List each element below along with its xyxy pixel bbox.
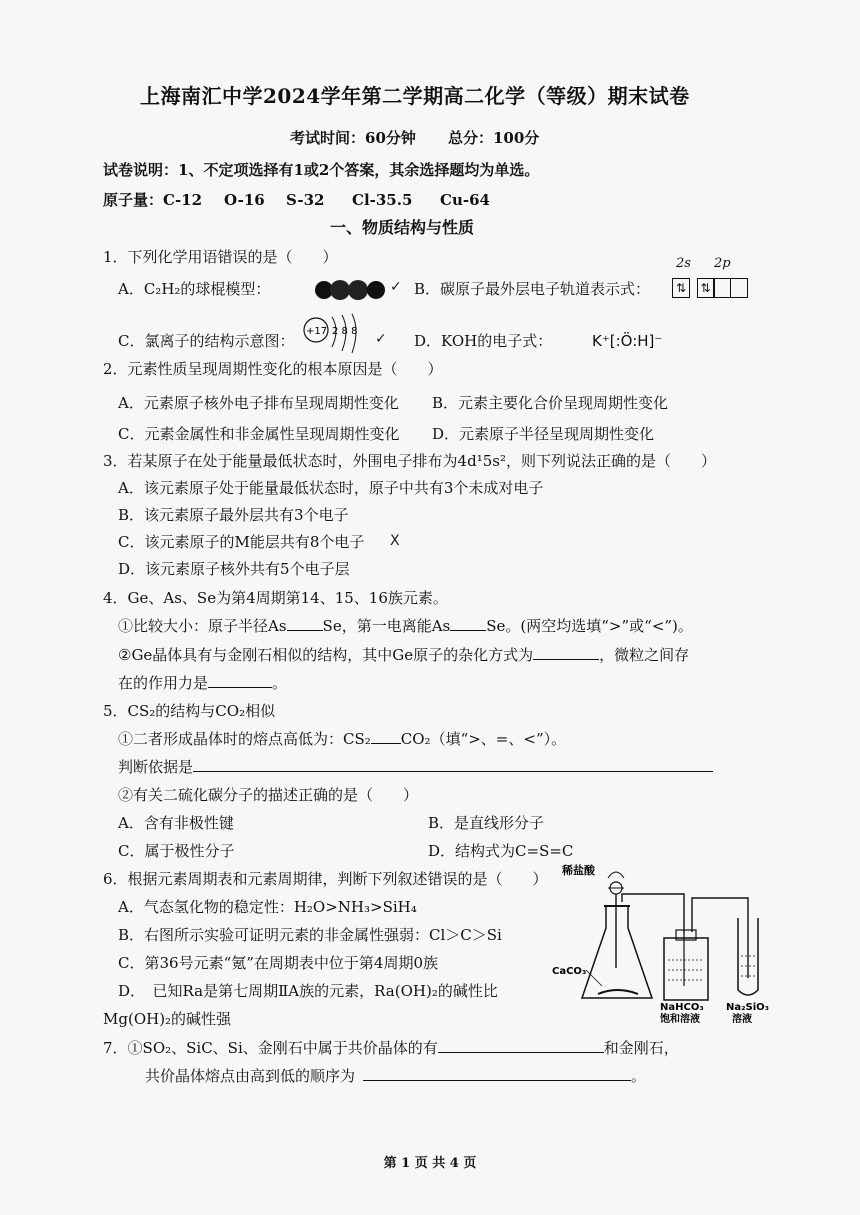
q4-part1-text-a: ①比较大小：原子半径As xyxy=(118,617,287,635)
q6-option-c: C．第36号元素“氪”在周期表中位于第4周期0族 xyxy=(118,954,438,972)
q2-option-b: B．元素主要化合价呈现周期性变化 xyxy=(432,394,669,412)
orbital-label-2s: 2s xyxy=(676,256,691,271)
q2-option-a: A．元素原子核外电子排布呈现周期性变化 xyxy=(118,394,399,412)
ionization-answer-blank[interactable] xyxy=(450,616,486,631)
orbital-label-2p: 2p xyxy=(714,256,731,271)
q6-stem: 6．根据元素周期表和元素周期律，判断下列叙述错误的是（ ） xyxy=(103,870,548,888)
orbital-diagram xyxy=(672,278,746,298)
q4-part3 xyxy=(118,673,287,693)
q4-part1 xyxy=(118,616,693,636)
calcium-carbonate-label: CaCO₃ xyxy=(552,966,587,977)
q3-option-d: D．该元素原子核外共有5个电子层 xyxy=(118,560,350,578)
q2-option-c: C．元素金属性和非金属性呈现周期性变化 xyxy=(118,425,400,443)
q5-part2-text: 判断依据是 xyxy=(118,758,194,776)
q2-stem: 2．元素性质呈现周期性变化的根本原因是（ ） xyxy=(103,360,443,378)
q4-part2 xyxy=(118,645,689,665)
koh-electron-formula: K⁺[:Ö:H]⁻ xyxy=(592,332,663,350)
q4-part3-text-b: 。 xyxy=(272,674,288,692)
instructions: 试卷说明：1、不定项选择有1或2个答案，其余选择题均为单选。 xyxy=(103,161,540,179)
force-answer-blank[interactable] xyxy=(208,673,272,688)
q1-option-b: B．碳原子最外层电子轨道表示式： xyxy=(414,280,651,298)
check-mark-a: ✓ xyxy=(390,279,402,295)
q5-part2 xyxy=(118,757,713,777)
q7-part1-text-b: 和金刚石， xyxy=(603,1039,679,1057)
q6-option-a: A．气态氢化物的稳定性：H₂O>NH₃>SiH₄ xyxy=(118,898,417,916)
melting-point-answer-blank[interactable] xyxy=(371,729,401,744)
bottle2-label-line2: 饱和溶液 xyxy=(660,1014,700,1025)
q4-stem: 4．Ge、As、Se为第4周期第14、15、16族元素。 xyxy=(103,589,448,607)
chloride-shell-labels: 2 8 8 xyxy=(332,326,358,337)
q4-part3-text-a: 在的作用力是 xyxy=(118,674,209,692)
q5-part1-text-a: ①二者形成晶体时的熔点高低为：CS₂ xyxy=(118,730,371,748)
q5-part1 xyxy=(118,729,566,749)
q4-part2-text-b: ，微粒之间存 xyxy=(599,646,690,664)
q4-part2-text-a: ②Ge晶体具有与金刚石相似的结构，其中Ge原子的杂化方式为 xyxy=(118,646,534,664)
q5-option-b: B．是直线形分子 xyxy=(428,814,545,832)
q2-option-d: D．元素原子半径呈现周期性变化 xyxy=(432,425,655,443)
cross-mark: X xyxy=(390,533,400,549)
q5-option-c: C．属于极性分子 xyxy=(118,842,235,860)
q1-stem: 1．下列化学用语错误的是（ ） xyxy=(103,248,338,266)
bottle2-label-line1: NaHCO₃ xyxy=(660,1002,704,1013)
q4-part1-text-c: Se。(两空均选填“>”或“<”)。 xyxy=(486,617,693,635)
orbital-box-2p-3 xyxy=(730,278,748,298)
orbital-box-2p-1: ⇅ xyxy=(697,278,715,298)
hybridization-answer-blank[interactable] xyxy=(533,645,599,660)
q3-option-a: A．该元素原子处于能量最低状态时，原子中共有3个未成对电子 xyxy=(118,479,544,497)
radius-answer-blank[interactable] xyxy=(287,616,323,631)
q1-option-a: A．C₂H₂的球棍模型： xyxy=(118,280,271,298)
q6-option-b: B．右图所示实验可证明元素的非金属性强弱：Cl＞C＞Si xyxy=(118,926,502,944)
ball-stick-model-image xyxy=(306,277,396,303)
q5-stem: 5．CS₂的结构与CO₂相似 xyxy=(103,702,276,720)
orbital-box-2s: ⇅ xyxy=(672,278,690,298)
q6-option-d-line1: D． 已知Ra是第七周期ⅡA族的元素，Ra(OH)₂的碱性比 xyxy=(118,982,498,1000)
check-mark-c: ✓ xyxy=(375,331,387,347)
page-number: 第 1 页 共 4 页 xyxy=(383,1156,477,1171)
test-tube-label-line1: Na₂SiO₃ xyxy=(726,1002,770,1013)
melting-order-answer-blank[interactable] xyxy=(363,1066,631,1081)
q1-option-d: D．KOH的电子式： xyxy=(414,332,553,350)
section-title: 一、物质结构与性质 xyxy=(330,218,475,237)
q5-option-d: D．结构式为C=S=C xyxy=(428,842,574,860)
q7-part1-text-a: 7．①SO₂、SiC、Si、金刚石中属于共价晶体的有 xyxy=(103,1039,438,1057)
acid-label: 稀盐酸 xyxy=(562,864,595,877)
q5-part3: ②有关二硫化碳分子的描述正确的是（ ） xyxy=(118,786,419,804)
q1-option-c: C．氯离子的结构示意图： xyxy=(118,332,295,350)
atomic-mass-s: S-32 xyxy=(286,191,325,209)
apparatus-diagram xyxy=(548,858,778,1028)
q3-option-b: B．该元素原子最外层共有3个电子 xyxy=(118,506,349,524)
orbital-box-2p-2 xyxy=(713,278,731,298)
atomic-mass-o: O-16 xyxy=(224,191,265,209)
reasoning-answer-blank[interactable] xyxy=(193,757,713,772)
q5-option-a: A．含有非极性键 xyxy=(118,814,234,832)
q7-part2 xyxy=(145,1066,646,1086)
chloride-nucleus-label: +17 xyxy=(306,326,328,337)
atomic-mass-cu: Cu-64 xyxy=(440,191,490,209)
q6-option-d-line2: Mg(OH)₂的碱性强 xyxy=(103,1010,232,1028)
total-score: 总分：100分 xyxy=(448,129,540,147)
q5-part1-text-b: CO₂（填“>、=、<”）。 xyxy=(400,730,567,748)
chloride-ion-diagram xyxy=(302,313,372,357)
atomic-mass-c: 原子量：C-12 xyxy=(103,191,203,209)
exam-time: 考试时间：60分钟 xyxy=(290,129,416,147)
q7-part2-end: 。 xyxy=(631,1067,647,1085)
test-tube-label-line2: 溶液 xyxy=(732,1014,752,1025)
q4-part1-text-b: Se，第一电离能As xyxy=(322,617,451,635)
page-title: 上海南汇中学2024学年第二学期高二化学（等级）期末试卷 xyxy=(140,84,690,108)
covalent-crystal-answer-blank[interactable] xyxy=(438,1038,604,1053)
q3-stem: 3．若某原子在处于能量最低状态时，外围电子排布为4d¹5s²，则下列说法正确的是（ ） xyxy=(103,452,716,470)
atomic-mass-cl: Cl-35.5 xyxy=(352,191,413,209)
q7-part1 xyxy=(103,1038,679,1058)
q3-option-c: C．该元素原子的M能层共有8个电子 xyxy=(118,533,365,551)
q7-part2-text: 共价晶体熔点由高到低的顺序为 xyxy=(145,1067,356,1085)
